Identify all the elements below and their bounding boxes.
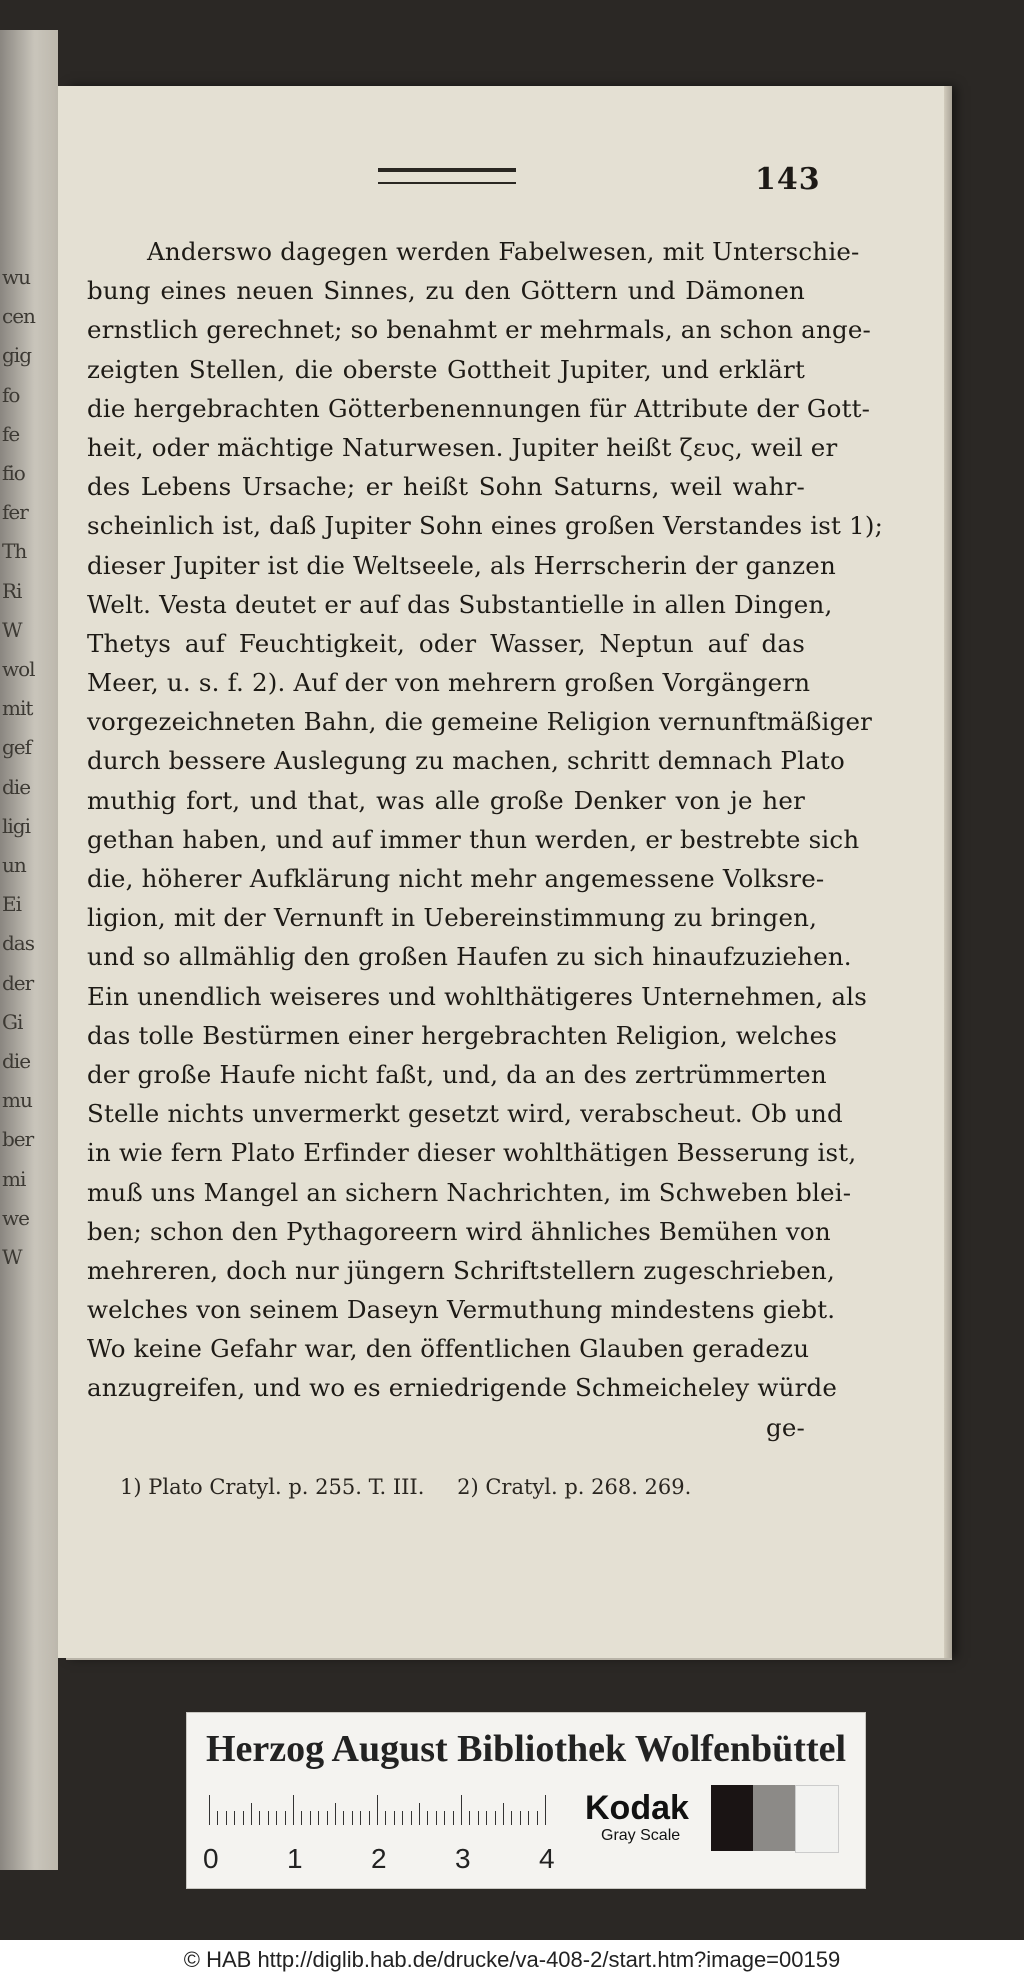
text-line: vorgezeichneten Bahn, die gemeine Religion vernunftmäßiger <box>87 707 873 737</box>
header-rule <box>378 168 516 184</box>
text-line: gethan haben, und auf immer thun werden, er bestrebte sich <box>87 824 860 854</box>
left-page-fragment: die <box>2 774 31 799</box>
ruler-tick <box>453 1811 454 1825</box>
text-line: des Lebens Ursache; er heißt Sohn Saturns, weil wahr- <box>87 472 805 502</box>
text-line: anzugreifen, und wo es erniedrigende Schmeicheley würde <box>87 1373 838 1403</box>
page-number: 143 <box>755 162 821 197</box>
library-name: Herzog August Bibliothek Wolfenbüttel <box>205 1728 847 1770</box>
text-line: bung eines neuen Sinnes, zu den Göttern und Dämonen <box>87 276 805 306</box>
gray-swatch-dark <box>711 1785 753 1851</box>
ruler-tick <box>276 1811 277 1825</box>
text-line: Meer, u. s. f. 2). Auf der von mehrern großen Vorgängern <box>87 668 811 698</box>
book-page <box>58 86 944 1658</box>
left-page-fragment: W <box>2 1245 22 1269</box>
left-page-fragment: Gi <box>2 1009 23 1034</box>
page-edge <box>944 86 952 1658</box>
left-page-fragment: Ri <box>2 578 22 603</box>
text-line: ben; schon den Pythagoreern wird ähnliches Bemühen von <box>87 1216 831 1246</box>
body-text <box>87 232 884 1447</box>
left-page-fragment: fer <box>2 500 28 525</box>
ruler-tick <box>385 1811 386 1825</box>
left-page-fragment: un <box>2 853 26 877</box>
ruler-label-1: 1 <box>287 1843 303 1874</box>
left-page-fragment: we <box>2 1205 29 1230</box>
left-page-fragments <box>0 30 58 1870</box>
gray-scale-label: Gray Scale <box>601 1827 681 1844</box>
text-line: mehreren, doch nur jüngern Schriftstellern zugeschrieben, <box>87 1255 835 1285</box>
left-page-fragment: das <box>2 931 34 956</box>
left-page-fragment: wol <box>2 657 35 681</box>
left-page-fragment: gef <box>2 735 32 760</box>
left-page-fragment: fe <box>2 421 20 446</box>
ruler-tick <box>318 1811 319 1825</box>
ruler-tick <box>369 1811 370 1825</box>
text-line: in wie fern Plato Erfinder dieser wohlthätigen Besserung ist, <box>87 1138 857 1168</box>
ruler-tick <box>444 1811 445 1825</box>
ruler-tick <box>419 1803 420 1825</box>
ruler-tick <box>411 1811 412 1825</box>
ruler-tick <box>251 1803 252 1825</box>
ruler-tick <box>486 1811 487 1825</box>
text-line: ligion, mit der Vernunft in Uebereinstimmung zu bringen, <box>87 903 818 933</box>
text-line: Thetys auf Feuchtigkeit, oder Wasser, Neptun auf das <box>87 628 805 658</box>
text-line: Ein unendlich weiseres und wohlthätigeres Unternehmen, als <box>87 981 867 1011</box>
left-page-edge <box>0 30 58 1870</box>
ruler-tick <box>234 1811 235 1825</box>
ruler-tick <box>301 1811 302 1825</box>
ruler-tick <box>545 1795 546 1825</box>
text-line: und so allmählig den großen Haufen zu sich hinaufzuziehen. <box>87 942 852 972</box>
ruler-tick <box>511 1811 512 1825</box>
ruler-tick <box>402 1811 403 1825</box>
text-line: der große Haufe nicht faßt, und, da an des zertrümmerten <box>87 1059 827 1089</box>
text-line: ernstlich gerechnet; so benahmt er mehrmals, an schon ange- <box>87 315 872 345</box>
ruler-tick <box>528 1811 529 1825</box>
text-line: Welt. Vesta deutet er auf das Substantielle in allen Dingen, <box>87 589 833 619</box>
ruler-label-3: 3 <box>455 1843 471 1874</box>
gray-swatch-mid <box>753 1785 795 1851</box>
ruler-tick <box>335 1803 336 1825</box>
ruler-tick <box>268 1811 269 1825</box>
footer-credit: © HAB http://diglib.hab.de/drucke/va-408-2/start.htm?image=00159 <box>0 1940 1024 1980</box>
ruler-tick <box>377 1795 378 1825</box>
left-page-fragment: die <box>2 1049 31 1073</box>
ruler-label-0: 0 <box>203 1843 219 1874</box>
ruler-tick <box>520 1811 521 1825</box>
left-page-fragment: Ei <box>2 892 21 917</box>
text-line: die hergebrachten Götterbenennungen für Attribute der Gott- <box>87 393 871 423</box>
text-line: Anderswo dagegen werden Fabelwesen, mit Unterschie- <box>147 237 860 266</box>
left-page-fragment: mit <box>2 696 33 721</box>
ruler-tick <box>327 1811 328 1825</box>
ruler-tick <box>243 1811 244 1825</box>
text-line: muß uns Mangel an sichern Nachrichten, im Schweben blei- <box>87 1177 852 1207</box>
left-page-fragment: Th <box>2 539 27 564</box>
text-line: scheinlich ist, daß Jupiter Sohn eines großen Verstandes ist 1); <box>87 511 884 541</box>
text-line: Stelle nichts unvermerkt gesetzt wird, verabscheut. Ob und <box>87 1099 843 1129</box>
ruler-tick <box>209 1795 210 1825</box>
left-page-fragment: gig <box>2 343 32 368</box>
ruler-tick <box>285 1811 286 1825</box>
left-page-fragment: fio <box>2 461 25 485</box>
left-page-fragment: ligi <box>2 813 30 838</box>
text-line: zeigten Stellen, die oberste Gottheit Jupiter, und erklärt <box>87 354 805 384</box>
ruler-tick <box>394 1811 395 1825</box>
ruler-tick <box>226 1811 227 1825</box>
left-page-fragment: fo <box>2 382 20 407</box>
text-line: muthig fort, und that, was alle große Denker von je her <box>87 785 805 815</box>
color-calibration-card <box>186 1712 866 1889</box>
ruler-tick <box>293 1795 294 1825</box>
ruler-tick <box>478 1811 479 1825</box>
kodak-logo: Kodak <box>585 1789 689 1827</box>
text-line: durch bessere Auslegung zu machen, schritt demnach Plato <box>87 746 845 776</box>
ruler-tick <box>469 1811 470 1825</box>
ruler-label-2: 2 <box>371 1843 387 1874</box>
ruler-tick <box>310 1811 311 1825</box>
ruler-tick <box>461 1795 462 1825</box>
ruler-label-4: 4 <box>539 1843 555 1874</box>
ruler-tick <box>495 1811 496 1825</box>
ruler-tick <box>436 1811 437 1825</box>
footnotes <box>120 1475 780 1499</box>
ruler-tick <box>343 1811 344 1825</box>
text-line: dieser Jupiter ist die Weltseele, als Herrscherin der ganzen <box>87 550 836 580</box>
left-page-fragment: der <box>2 970 34 995</box>
ruler-tick <box>352 1811 353 1825</box>
ruler-tick <box>360 1811 361 1825</box>
left-page-fragment: W <box>2 617 22 642</box>
text-line: Wo keine Gefahr war, den öffentlichen Glauben geradezu <box>87 1334 810 1364</box>
text-line: ge- <box>765 1412 805 1442</box>
text-line: die, höherer Aufklärung nicht mehr angemessene Volksre- <box>87 864 825 893</box>
ruler-tick <box>427 1811 428 1825</box>
left-page-fragment: cen <box>2 304 35 329</box>
ruler-tick <box>217 1811 218 1825</box>
left-page-fragment: wu <box>2 265 30 289</box>
ruler-tick <box>503 1803 504 1825</box>
text-line: heit, oder mächtige Naturwesen. Jupiter heißt ζευς, weil er <box>87 432 838 462</box>
ruler-tick <box>259 1811 260 1825</box>
text-line: das tolle Bestürmen einer hergebrachten Religion, welches <box>87 1020 838 1050</box>
ruler-tick <box>537 1811 538 1825</box>
left-page-fragment: mu <box>2 1088 32 1113</box>
footnote-1: 1) Plato Cratyl. p. 255. T. III. <box>120 1475 425 1499</box>
left-page-fragment: ber <box>2 1127 34 1152</box>
gray-swatch-light <box>795 1785 839 1853</box>
measurement-ruler <box>209 1791 539 1851</box>
text-line: welches von seinem Daseyn Vermuthung mindestens giebt. <box>87 1295 836 1325</box>
footnote-2: 2) Cratyl. p. 268. 269. <box>457 1475 692 1499</box>
left-page-fragment: mi <box>2 1166 26 1191</box>
